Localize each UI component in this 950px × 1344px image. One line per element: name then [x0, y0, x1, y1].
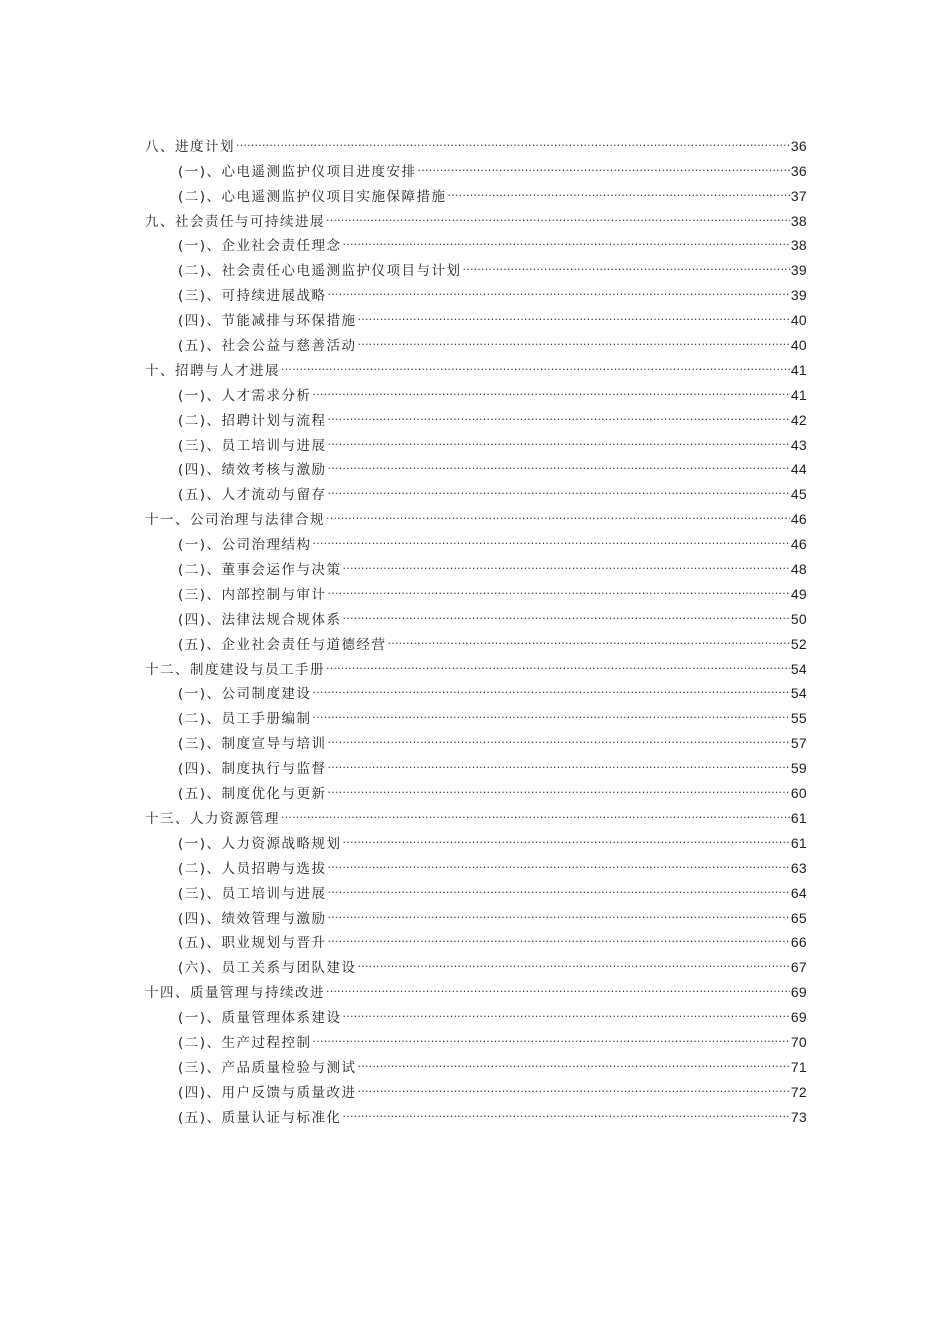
toc-entry-title: (二)、董事会运作与决策: [178, 562, 342, 579]
toc-page-number: 57: [790, 735, 807, 752]
toc-dot-leader: [358, 1047, 790, 1072]
toc-dot-leader: [328, 574, 790, 599]
toc-page-number: 71: [790, 1058, 807, 1075]
toc-entry-title: (二)、人员招聘与选拔: [178, 860, 327, 877]
toc-dot-leader: [236, 126, 790, 151]
toc-page-number: 55: [790, 710, 807, 727]
toc-dot-leader: [313, 674, 790, 699]
toc-dot-leader: [388, 624, 790, 649]
toc-page-number: 46: [790, 536, 807, 553]
toc-page-number: 60: [790, 785, 807, 802]
toc-entry-title: 十三、人力资源管理: [145, 810, 280, 827]
toc-dot-leader: [343, 823, 790, 848]
toc-entry-title: (五)、人才流动与留存: [178, 487, 327, 504]
toc-page-number: 39: [790, 287, 807, 304]
toc-entry-title: (五)、职业规划与晋升: [178, 935, 327, 952]
toc-dot-leader: [328, 425, 790, 450]
toc-page-number: 48: [790, 561, 807, 578]
toc-page-number: 40: [790, 312, 807, 329]
toc-entry-title: (二)、生产过程控制: [178, 1034, 312, 1051]
toc-entry-title: (三)、员工培训与进展: [178, 885, 327, 902]
toc-dot-leader: [463, 250, 790, 275]
toc-entry-title: (四)、绩效管理与激励: [178, 910, 327, 927]
toc-page-number: 69: [790, 1009, 807, 1026]
toc-entry-title: (五)、质量认证与标准化: [178, 1109, 342, 1126]
toc-page-number: 69: [790, 984, 807, 1001]
toc-page-number: 43: [790, 436, 807, 453]
toc-chapter-entry[interactable]: [145, 126, 807, 155]
toc-entry-title: 九、社会责任与可持续进展: [145, 213, 325, 230]
toc-dot-leader: [328, 400, 790, 425]
toc-dot-leader: [343, 549, 790, 574]
toc-dot-leader: [358, 300, 790, 325]
toc-page-number: 36: [790, 162, 807, 179]
toc-entry-title: (二)、社会责任心电遥测监护仪项目与计划: [178, 263, 462, 280]
toc-dot-leader: [328, 848, 790, 873]
toc-entry-title: (三)、员工培训与进展: [178, 437, 327, 454]
toc-entry-title: (四)、节能减排与环保措施: [178, 313, 357, 330]
toc-page-number: 38: [790, 237, 807, 254]
toc-dot-leader: [326, 972, 790, 997]
toc-dot-leader: [313, 1022, 790, 1047]
toc-dot-leader: [358, 325, 790, 350]
toc-entry-title: (一)、心电遥测监护仪项目进度安排: [178, 163, 417, 180]
toc-entry-title: (二)、心电遥测监护仪项目实施保障措施: [178, 188, 447, 205]
toc-entry-title: (三)、产品质量检验与测试: [178, 1059, 357, 1076]
toc-dot-leader: [343, 599, 790, 624]
toc-entry-title: (一)、人才需求分析: [178, 387, 312, 404]
toc-dot-leader: [326, 649, 790, 674]
toc-page-number: 37: [790, 187, 807, 204]
toc-page-number: 66: [790, 934, 807, 951]
toc-page-number: 54: [790, 685, 807, 702]
toc-entry-title: (二)、员工手册编制: [178, 711, 312, 728]
toc-page-number: 70: [790, 1033, 807, 1050]
toc-dot-leader: [313, 524, 790, 549]
toc-entry-title: 八、进度计划: [145, 138, 235, 155]
toc-entry-title: 十四、质量管理与持续改进: [145, 985, 325, 1002]
toc-dot-leader: [328, 773, 790, 798]
toc-dot-leader: [328, 450, 790, 475]
toc-entry-title: (五)、企业社会责任与道德经营: [178, 636, 387, 653]
toc-page-number: 36: [790, 137, 807, 154]
toc-entry-title: 十、招聘与人才进展: [145, 362, 280, 379]
toc-dot-leader: [343, 1097, 790, 1122]
toc-entry-title: (一)、企业社会责任理念: [178, 238, 342, 255]
toc-dot-leader: [328, 873, 790, 898]
toc-dot-leader: [328, 923, 790, 948]
toc-page-number: 52: [790, 635, 807, 652]
toc-page-number: 39: [790, 262, 807, 279]
toc-page-number: 61: [790, 809, 807, 826]
toc-entry-title: (三)、内部控制与审计: [178, 586, 327, 603]
toc-dot-leader: [328, 723, 790, 748]
table-of-contents: [145, 126, 807, 1126]
toc-dot-leader: [326, 499, 790, 524]
toc-entry-title: (六)、员工关系与团队建设: [178, 960, 357, 977]
toc-page-number: 40: [790, 337, 807, 354]
toc-entry-title: (三)、可持续进展战略: [178, 288, 327, 305]
toc-page-number: 46: [790, 511, 807, 528]
toc-entry-title: (一)、质量管理体系建设: [178, 1010, 342, 1027]
toc-dot-leader: [313, 698, 790, 723]
toc-dot-leader: [343, 226, 790, 251]
toc-page-number: 41: [790, 386, 807, 403]
toc-entry-title: (四)、制度执行与监督: [178, 761, 327, 778]
toc-page-number: 67: [790, 959, 807, 976]
toc-page-number: 38: [790, 212, 807, 229]
toc-page-number: 73: [790, 1108, 807, 1125]
toc-dot-leader: [313, 375, 790, 400]
toc-page-number: 50: [790, 610, 807, 627]
toc-dot-leader: [328, 748, 790, 773]
toc-entry-title: (五)、社会公益与慈善活动: [178, 338, 357, 355]
toc-page-number: 63: [790, 859, 807, 876]
toc-dot-leader: [418, 151, 790, 176]
toc-dot-leader: [448, 176, 790, 201]
toc-dot-leader: [328, 474, 790, 499]
toc-dot-leader: [328, 898, 790, 923]
toc-page-number: 64: [790, 884, 807, 901]
toc-entry-title: 十一、公司治理与法律合规: [145, 512, 325, 529]
toc-entry-title: (四)、法律法规合规体系: [178, 611, 342, 628]
toc-entry-title: (二)、招聘计划与流程: [178, 412, 327, 429]
toc-page-number: 72: [790, 1083, 807, 1100]
toc-entry-title: 十二、制度建设与员工手册: [145, 661, 325, 678]
toc-dot-leader: [281, 350, 790, 375]
toc-dot-leader: [343, 997, 790, 1022]
toc-page-number: 65: [790, 909, 807, 926]
toc-page-number: 54: [790, 660, 807, 677]
toc-dot-leader: [326, 201, 790, 226]
toc-dot-leader: [358, 947, 790, 972]
toc-entry-title: (一)、公司制度建设: [178, 686, 312, 703]
toc-entry-title: (一)、人力资源战略规划: [178, 835, 342, 852]
toc-page-number: 61: [790, 834, 807, 851]
toc-dot-leader: [358, 1072, 790, 1097]
toc-entry-title: (五)、制度优化与更新: [178, 786, 327, 803]
toc-page-number: 59: [790, 760, 807, 777]
toc-page-number: 41: [790, 361, 807, 378]
toc-page-number: 44: [790, 461, 807, 478]
toc-dot-leader: [281, 798, 790, 823]
toc-page-number: 45: [790, 486, 807, 503]
toc-page-number: 42: [790, 411, 807, 428]
toc-dot-leader: [328, 275, 790, 300]
toc-entry-title: (三)、制度宣导与培训: [178, 736, 327, 753]
toc-entry-title: (四)、用户反馈与质量改进: [178, 1084, 357, 1101]
toc-entry-title: (四)、绩效考核与激励: [178, 462, 327, 479]
toc-entry-title: (一)、公司治理结构: [178, 537, 312, 554]
toc-section-entry[interactable]: [145, 151, 807, 180]
toc-page-number: 49: [790, 585, 807, 602]
